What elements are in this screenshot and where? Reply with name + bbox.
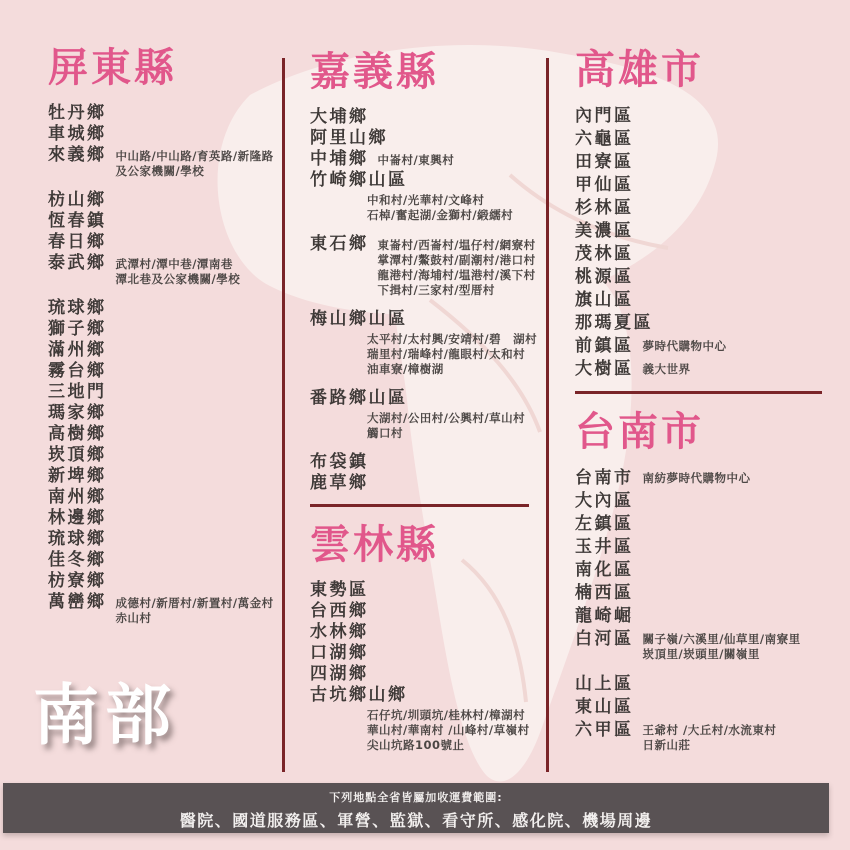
region-note-line: 潭北巷及公家機關/學校	[115, 272, 241, 286]
region-note-line: 王爺村 /大丘村/水流東村	[642, 723, 777, 737]
region-note	[116, 253, 241, 287]
region-note-line: 尖山坑路100號止	[367, 738, 465, 752]
region-name: 左鎮區	[575, 514, 634, 534]
region-item	[48, 124, 286, 145]
region-item	[575, 197, 843, 220]
region-note	[367, 191, 548, 223]
region-note-line: 掌潭村/鰲鼓村/副潮村/港口村	[377, 253, 536, 267]
region-name: 枋山鄉	[48, 190, 107, 210]
region-item	[310, 580, 548, 601]
region-item	[48, 211, 286, 232]
region-name: 台南市	[575, 468, 634, 488]
region-name: 那瑪夏區	[575, 313, 653, 333]
region-item	[575, 582, 843, 605]
region-note	[643, 467, 751, 486]
region-note-line: 中山路/中山路/育英路/新隆路	[115, 149, 274, 163]
region-name: 東石鄉	[310, 234, 369, 254]
region-item	[310, 234, 548, 298]
region-item	[48, 190, 286, 211]
region-note-line: 武潭村/潭中巷/潭南巷	[115, 257, 233, 271]
region-name: 六龜區	[575, 129, 634, 149]
region-note-line: 大湖村/公田村/公興村/草山村	[367, 411, 526, 425]
section-title: 嘉義縣	[310, 49, 439, 95]
region-item	[48, 508, 286, 529]
region-item	[310, 473, 548, 494]
section-divider	[310, 504, 529, 507]
region-watermark: 南部	[33, 677, 177, 754]
region-item	[48, 145, 286, 179]
region-name: 口湖鄉	[310, 643, 369, 663]
region-note-line: 石仔坑/圳頭坑/桂林村/樟湖村	[367, 708, 526, 722]
region-item	[48, 298, 286, 319]
region-item	[48, 592, 286, 626]
region-name: 白河區	[575, 629, 634, 649]
region-item	[48, 529, 286, 550]
region-note	[367, 330, 548, 377]
region-name: 牡丹鄉	[48, 103, 107, 123]
region-item	[575, 220, 843, 243]
region-item	[310, 685, 548, 753]
region-note	[378, 234, 536, 298]
region-item	[575, 490, 843, 513]
region-note	[116, 145, 274, 179]
region-name: 美濃區	[575, 221, 634, 241]
region-item	[48, 571, 286, 592]
region-note-line: 及公家機關/學校	[115, 164, 205, 178]
region-name: 前鎮區	[575, 336, 634, 356]
region-item	[48, 319, 286, 340]
region-note-line: 赤山村	[115, 611, 152, 625]
region-item	[310, 622, 548, 643]
region-item	[575, 719, 843, 753]
region-item	[575, 243, 843, 266]
region-item	[575, 105, 843, 128]
region-note-line: 觸口村	[367, 426, 403, 440]
region-item	[575, 696, 843, 719]
region-item	[575, 174, 843, 197]
region-name: 滿州鄉	[48, 340, 107, 360]
region-name: 中埔鄉	[310, 149, 369, 169]
region-name: 車城鄉	[48, 124, 107, 144]
footer-notice-title: 下列地點全省皆屬加收運費範圍:	[329, 791, 503, 804]
region-name: 大樹區	[575, 359, 634, 379]
region-name: 甲仙區	[575, 175, 634, 195]
region-item	[48, 403, 286, 424]
region-note	[643, 335, 727, 354]
region-item	[575, 289, 843, 312]
region-item	[48, 232, 286, 253]
region-note	[378, 149, 455, 168]
region-name: 崁頂鄉	[48, 445, 107, 465]
region-name: 霧台鄉	[48, 361, 107, 381]
column-pingtung	[48, 46, 286, 626]
region-name: 山上區	[575, 674, 634, 694]
region-item	[48, 445, 286, 466]
region-item	[310, 643, 548, 664]
region-name: 楠西區	[575, 583, 634, 603]
region-item	[48, 253, 286, 287]
region-item	[48, 103, 286, 124]
region-note-line: 夢時代購物中心	[642, 339, 727, 353]
column-kaohsiung-tainan	[575, 48, 843, 753]
region-name: 梅山鄉山區	[310, 309, 408, 329]
section-title: 雲林縣	[310, 522, 439, 568]
region-item	[310, 128, 548, 149]
region-note	[367, 409, 548, 441]
region-item	[575, 151, 843, 174]
region-note-line: 成德村/新厝村/新置村/萬金村	[115, 596, 274, 610]
region-item	[48, 361, 286, 382]
region-name: 鹿草鄉	[310, 473, 369, 493]
region-name: 茂林區	[575, 244, 634, 264]
region-item	[575, 266, 843, 289]
region-name: 泰武鄉	[48, 253, 107, 273]
region-note-line: 義大世界	[642, 362, 691, 376]
region-note-line: 中和村/光華村/文峰村	[367, 193, 485, 207]
region-item	[575, 513, 843, 536]
region-item	[48, 550, 286, 571]
region-note	[116, 592, 274, 626]
region-name: 枋寮鄉	[48, 571, 107, 591]
region-name: 台西鄉	[310, 601, 369, 621]
region-name: 番路鄉山區	[310, 388, 408, 408]
region-name: 東山區	[575, 697, 634, 717]
region-name: 大埔鄉	[310, 107, 369, 127]
region-item	[575, 673, 843, 696]
section-title: 高雄市	[575, 47, 704, 93]
region-item	[310, 664, 548, 685]
region-item	[575, 559, 843, 582]
region-name: 來義鄉	[48, 145, 107, 165]
region-note-line: 關子嶺/六溪里/仙草里/南寮里	[642, 632, 801, 646]
region-name: 古坑鄉山鄉	[310, 685, 408, 705]
region-name: 東勢區	[310, 580, 369, 600]
region-item	[310, 107, 548, 128]
region-note	[643, 628, 801, 662]
region-name: 內門區	[575, 106, 634, 126]
region-name: 三地門	[48, 382, 107, 402]
region-note-line: 油車寮/樟樹湖	[367, 362, 444, 376]
region-item	[575, 628, 843, 662]
region-name: 林邊鄉	[48, 508, 107, 528]
region-name: 新埤鄉	[48, 466, 107, 486]
region-name: 玉井區	[575, 537, 634, 557]
section-title: 台南市	[575, 409, 704, 455]
column-chiayi-yunlin	[310, 50, 548, 753]
region-name: 瑪家鄉	[48, 403, 107, 423]
region-name: 琉球鄉	[48, 529, 107, 549]
region-item	[310, 388, 548, 441]
region-name: 南州鄉	[48, 487, 107, 507]
region-name: 春日鄉	[48, 232, 107, 252]
region-note-line: 瑞里村/瑞峰村/龍眼村/太和村	[367, 347, 526, 361]
region-note-line: 中崙村/東興村	[377, 153, 455, 167]
region-name: 佳冬鄉	[48, 550, 107, 570]
region-note-line: 日新山莊	[642, 738, 691, 752]
region-item	[575, 335, 843, 358]
region-item	[310, 601, 548, 622]
region-name: 田寮區	[575, 152, 634, 172]
region-item	[48, 340, 286, 361]
region-name: 竹崎鄉山區	[310, 170, 408, 190]
region-note-line: 華山村/華南村 /山峰村/草嶺村	[367, 723, 530, 737]
region-name: 獅子鄉	[48, 319, 107, 339]
region-name: 恆春鎮	[48, 211, 107, 231]
region-item	[575, 467, 843, 490]
region-note-line: 崁頂里/崁頭里/關嶺里	[642, 647, 760, 661]
region-note-line: 下揖村/三家村/型厝村	[377, 283, 495, 297]
region-name: 水林鄉	[310, 622, 369, 642]
region-item	[310, 309, 548, 377]
region-note	[643, 719, 777, 753]
region-item	[575, 536, 843, 559]
region-name: 四湖鄉	[310, 664, 369, 684]
region-name: 萬巒鄉	[48, 592, 107, 612]
region-item	[48, 424, 286, 445]
region-name: 六甲區	[575, 720, 634, 740]
region-name: 杉林區	[575, 198, 634, 218]
region-note-line: 石棹/奮起湖/金獅村/緞繻村	[367, 208, 514, 222]
region-item	[310, 452, 548, 473]
region-item	[575, 358, 843, 381]
region-name: 南化區	[575, 560, 634, 580]
region-name: 大內區	[575, 491, 634, 511]
region-note-line: 東崙村/西崙村/塭仔村/網寮村	[377, 238, 536, 252]
region-name: 阿里山鄉	[310, 128, 388, 148]
region-note	[643, 358, 691, 377]
region-item	[48, 382, 286, 403]
footer-notice-locations: 醫院、國道服務區、軍營、監獄、看守所、感化院、機場周邊	[179, 811, 653, 830]
region-name: 旗山區	[575, 290, 634, 310]
region-item	[575, 605, 843, 628]
region-note	[367, 706, 548, 753]
region-item	[48, 466, 286, 487]
footer-notice-bar	[3, 783, 829, 833]
region-name: 琉球鄉	[48, 298, 107, 318]
region-item	[310, 149, 548, 170]
region-name: 高樹鄉	[48, 424, 107, 444]
region-name: 龍崎崛	[575, 606, 634, 626]
region-item	[575, 128, 843, 151]
region-note-line: 南紡夢時代購物中心	[642, 471, 751, 485]
region-item	[575, 312, 843, 335]
region-name: 桃源區	[575, 267, 634, 287]
section-divider	[575, 391, 822, 394]
region-item	[48, 487, 286, 508]
section-title: 屏東縣	[48, 45, 177, 91]
region-note-line: 龍港村/海埔村/塭港村/溪下村	[377, 268, 536, 282]
region-name: 布袋鎮	[310, 452, 369, 472]
region-note-line: 太平村/太村興/安靖村/碧 湖村	[367, 332, 538, 346]
region-item	[310, 170, 548, 223]
